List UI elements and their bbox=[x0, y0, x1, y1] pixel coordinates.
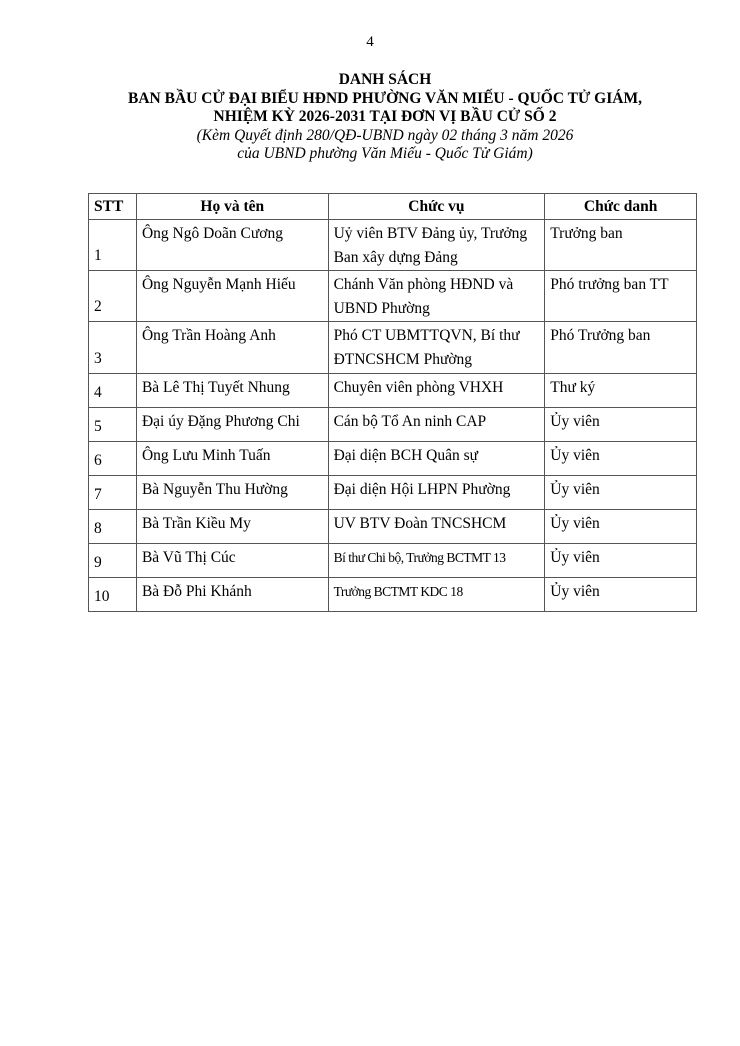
document-subtitle-line-1: BAN BẦU CỬ ĐẠI BIỂU HĐND PHƯỜNG VĂN MIẾU - QUỐC TỬ GIÁM, bbox=[128, 89, 642, 107]
table-row bbox=[89, 374, 697, 408]
row-position: Đại diện BCH Quân sự bbox=[328, 442, 545, 476]
row-stt: 7 bbox=[89, 476, 137, 510]
table-row bbox=[89, 510, 697, 544]
row-stt: 5 bbox=[89, 408, 137, 442]
row-name: Bà Lê Thị Tuyết Nhung bbox=[136, 374, 328, 408]
row-position: Chánh Văn phòng HĐND và UBND Phường bbox=[328, 271, 545, 322]
row-role: Ủy viên bbox=[545, 442, 697, 476]
row-position: UV BTV Đoàn TNCSHCM bbox=[328, 510, 545, 544]
table-row bbox=[89, 544, 697, 578]
table-row bbox=[89, 271, 697, 322]
document-note-line-2: của UBND phường Văn Miếu - Quốc Tử Giám) bbox=[237, 145, 533, 162]
document-subtitle-line-2: NHIỆM KỲ 2026-2031 TẠI ĐƠN VỊ BẦU CỬ SỐ 2 bbox=[213, 108, 557, 125]
header-stt: STT bbox=[89, 194, 137, 220]
document-note-line-1: (Kèm Quyết định 280/QĐ-UBND ngày 02 tháng 3 năm 2026 bbox=[196, 126, 574, 144]
table-row bbox=[89, 408, 697, 442]
document-header bbox=[0, 71, 740, 164]
row-role: Trưởng ban bbox=[545, 220, 697, 271]
header-position: Chức vụ bbox=[328, 194, 545, 220]
table-row bbox=[89, 476, 697, 510]
row-stt: 9 bbox=[89, 544, 137, 578]
row-name: Đại úy Đặng Phương Chi bbox=[136, 408, 328, 442]
row-role: Thư ký bbox=[545, 374, 697, 408]
table-row bbox=[89, 442, 697, 476]
row-position: Cán bộ Tổ An ninh CAP bbox=[328, 408, 545, 442]
row-name: Bà Trần Kiều My bbox=[136, 510, 328, 544]
member-table bbox=[88, 193, 697, 612]
row-role: Phó trưởng ban TT bbox=[545, 271, 697, 322]
row-name: Bà Nguyễn Thu Hường bbox=[136, 476, 328, 510]
row-position: Đại diện Hội LHPN Phường bbox=[328, 476, 545, 510]
document-title: DANH SÁCH bbox=[338, 71, 432, 88]
row-stt: 8 bbox=[89, 510, 137, 544]
row-position: Bí thư Chi bộ, Trưởng BCTMT 13 bbox=[328, 544, 545, 578]
row-role: Ủy viên bbox=[545, 408, 697, 442]
table-row bbox=[89, 220, 697, 271]
row-name: Bà Đỗ Phi Khánh bbox=[136, 578, 328, 612]
row-stt: 10 bbox=[89, 578, 137, 612]
page-number: 4 bbox=[366, 34, 374, 50]
row-position: Phó CT UBMTTQVN, Bí thư ĐTNCSHCM Phường bbox=[328, 322, 545, 374]
row-name: Ông Trần Hoàng Anh bbox=[136, 322, 328, 374]
row-stt: 2 bbox=[89, 271, 137, 322]
row-role: Ủy viên bbox=[545, 476, 697, 510]
row-role: Phó Trưởng ban bbox=[545, 322, 697, 374]
row-stt: 3 bbox=[89, 322, 137, 374]
header-name: Họ và tên bbox=[136, 194, 328, 220]
row-name: Ông Ngô Doãn Cương bbox=[136, 220, 328, 271]
row-position: Chuyên viên phòng VHXH bbox=[328, 374, 545, 408]
header-role: Chức danh bbox=[545, 194, 697, 220]
table-row bbox=[89, 578, 697, 612]
row-role: Ủy viên bbox=[545, 544, 697, 578]
row-stt: 4 bbox=[89, 374, 137, 408]
table-header-row bbox=[89, 194, 697, 220]
row-position: Uỷ viên BTV Đảng ủy, Trưởng Ban xây dựng Đảng bbox=[328, 220, 545, 271]
row-name: Bà Vũ Thị Cúc bbox=[136, 544, 328, 578]
row-stt: 6 bbox=[89, 442, 137, 476]
row-stt: 1 bbox=[89, 220, 137, 271]
row-name: Ông Lưu Minh Tuấn bbox=[136, 442, 328, 476]
row-role: Ủy viên bbox=[545, 578, 697, 612]
row-position: Trưởng BCTMT KDC 18 bbox=[328, 578, 545, 612]
row-role: Ủy viên bbox=[545, 510, 697, 544]
row-name: Ông Nguyễn Mạnh Hiếu bbox=[136, 271, 328, 322]
table-row bbox=[89, 322, 697, 374]
